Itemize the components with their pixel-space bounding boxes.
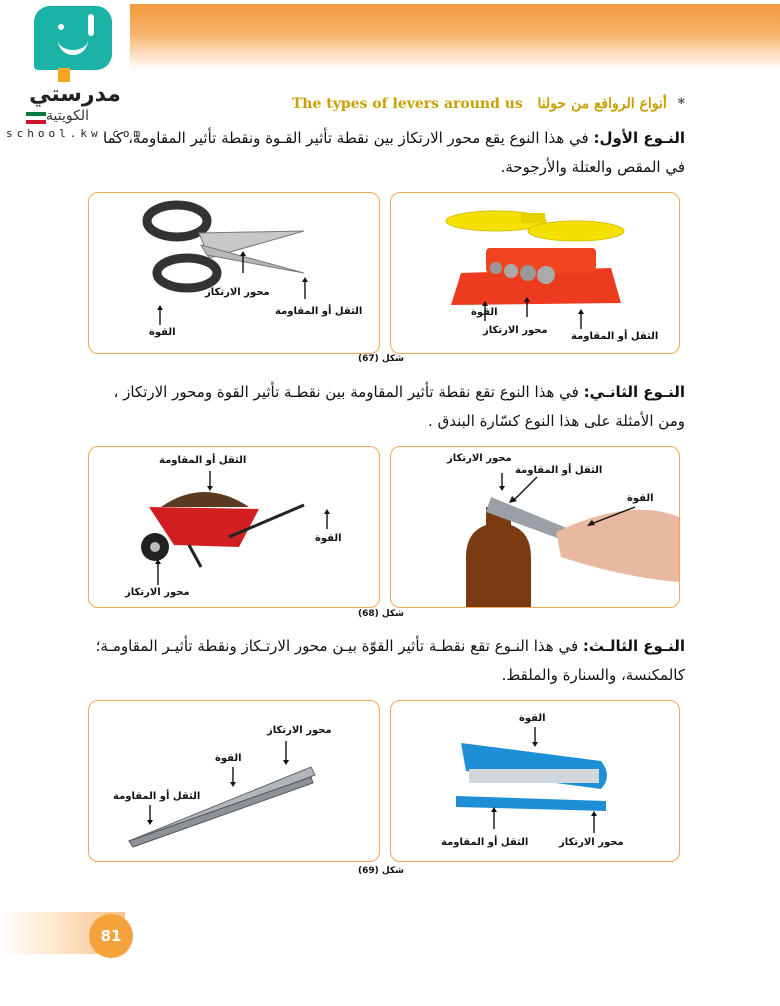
scissors-image: [89, 193, 379, 353]
star-icon: *: [677, 96, 685, 112]
type2-text: في هذا النوع تقع نقطة تأثير المقاومة بين نقطـة تأثير القوة ومحور الارتكاز ، ومن الأمثلة على هذا النوع كسّارة البندق .: [113, 383, 685, 430]
fig67-scissors-effort-label: القوة: [149, 327, 176, 338]
figure69-stapler-panel: [390, 700, 680, 862]
fig67-scissors-load-label: الثقل أو المقاومة: [275, 306, 363, 317]
fig68-opener-load-label: الثقل أو المقاومة: [515, 465, 603, 476]
fig67-scissors-fulcrum-label: محور الارتكاز: [205, 287, 270, 298]
logo-word: مدرستي: [29, 82, 121, 107]
fig69-tweezers-fulcrum-label: محور الارتكاز: [267, 725, 332, 736]
fig69-tweezers-load-label: الثقل أو المقاومة: [113, 791, 201, 802]
fig68-opener-fulcrum-label: محور الارتكاز: [447, 453, 512, 464]
type1-text: في هذا النوع يقع محور الارتكاز بين نقطة تأثير القـوة ونقطة تأثير المقاومة، كما في المقص والعتلة والأرجوحة.: [102, 129, 685, 176]
figure67-caption: شكل (67): [358, 354, 405, 364]
kuwait-flag-icon: [26, 112, 46, 124]
section-title-en: The types of levers around us: [291, 96, 523, 112]
stapler-image: [391, 701, 679, 861]
figure68-caption: شكل (68): [358, 609, 405, 619]
fig67-balance-load-label: الثقل أو المقاومة: [571, 331, 659, 342]
type2-lead: النـوع الثانـي:: [583, 383, 685, 401]
figure68-wheelbarrow-panel: [88, 446, 380, 608]
figure69-caption: شكل (69): [358, 866, 405, 876]
type1-paragraph: [85, 124, 685, 182]
figure67-scissors-panel: [88, 192, 380, 354]
section-heading: [292, 96, 685, 112]
section-title-ar: أنواع الروافع من حولنا: [537, 96, 667, 112]
type3-text: في هذا النـوع تقع نقطـة تأثير القوّة بيـن محور الارتـكاز ونقطة تأثيـر المقاومـة؛ كالمكنسة، والسنارة والملقط.: [95, 637, 685, 684]
figure67-balance-panel: [390, 192, 680, 354]
logo-subtitle: الكويتية: [46, 108, 89, 124]
figure69-tweezers-panel: [88, 700, 380, 862]
fig69-tweezers-effort-label: القوة: [215, 753, 242, 764]
fig69-stapler-fulcrum-label: محور الارتكاز: [559, 837, 624, 848]
fig68-wheelbarrow-fulcrum-label: محور الارتكاز: [125, 587, 190, 598]
fig68-wheelbarrow-load-label: الثقل أو المقاومة: [159, 455, 247, 466]
fig67-balance-fulcrum-label: محور الارتكاز: [483, 325, 548, 336]
fig68-opener-effort-label: القوة: [627, 493, 654, 504]
page-number: 81: [89, 914, 133, 958]
type2-paragraph: [85, 378, 685, 436]
wheelbarrow-image: [89, 447, 379, 607]
logo-url: school.kw.com: [6, 127, 145, 140]
header-band: [130, 4, 780, 70]
logo-stick: [58, 68, 70, 82]
fig69-stapler-load-label: الثقل أو المقاومة: [441, 837, 529, 848]
fig68-wheelbarrow-effort-label: القوة: [315, 533, 342, 544]
fig67-balance-effort-label: القوة: [471, 307, 498, 318]
figure68-opener-panel: [390, 446, 680, 608]
type1-lead: النـوع الأول:: [593, 129, 685, 147]
type3-paragraph: [85, 632, 685, 690]
type3-lead: النـوع الثالـث:: [582, 637, 685, 655]
logo-mark-icon: [34, 6, 112, 70]
fig69-stapler-effort-label: القوة: [519, 713, 546, 724]
